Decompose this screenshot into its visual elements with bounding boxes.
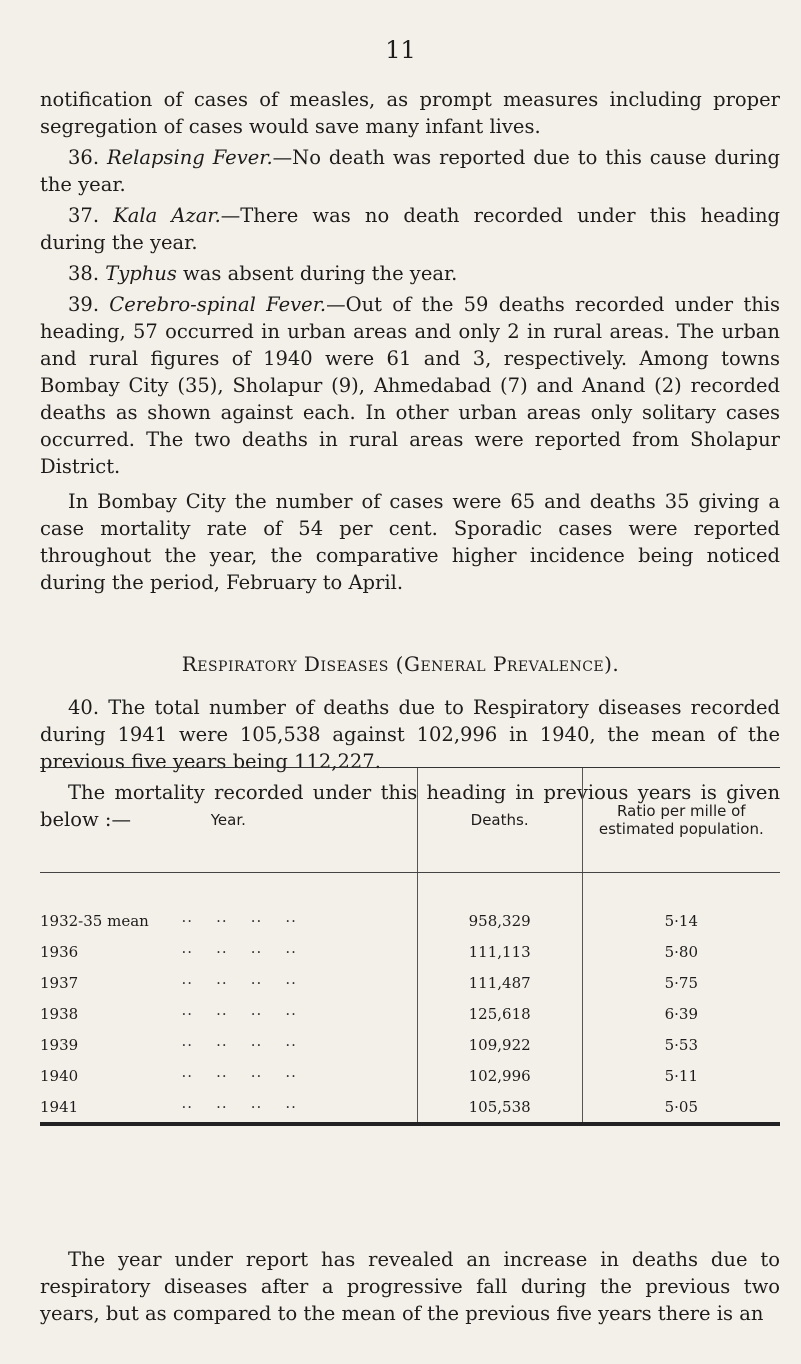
leader-dots: ·· ·· ·· ··	[170, 1005, 297, 1023]
paragraph-bombay-city: In Bombay City the number of cases were 65 and deaths 35 giving a case mortality rate of 54 per cent. Sporadic cases were reported throughout the year, the comparative higher incidence being noticed during the period, February to April.	[40, 490, 780, 594]
table-header-row	[40, 768, 780, 873]
paragraph-continuation: notification of cases of measles, as prompt measures including proper segregation of cases would save many infant lives.	[40, 88, 780, 138]
paragraph-36	[40, 144, 780, 198]
table-row	[40, 873, 780, 931]
cell-deaths: 958,329	[417, 873, 582, 931]
cell-deaths: 111,113	[417, 930, 582, 961]
cell-ratio: 5·05	[582, 1085, 780, 1124]
paragraph-number: 37.	[68, 204, 100, 227]
bottom-text-block	[40, 1246, 780, 1327]
table-row	[40, 1054, 780, 1085]
paragraph-heading: Typhus	[105, 262, 177, 285]
top-text-block	[40, 86, 780, 596]
cell-year	[40, 1085, 417, 1124]
cell-ratio: 5·11	[582, 1054, 780, 1085]
table-row	[40, 1085, 780, 1124]
cell-year	[40, 992, 417, 1023]
page-number: 11	[385, 36, 416, 64]
year-label: 1939	[40, 1036, 79, 1054]
cell-year	[40, 961, 417, 992]
cell-ratio: 5·75	[582, 961, 780, 992]
paragraph-heading: Cerebro-spinal Fever.	[109, 293, 327, 316]
cell-ratio: 5·14	[582, 873, 780, 931]
cell-deaths: 125,618	[417, 992, 582, 1023]
cell-deaths: 111,487	[417, 961, 582, 992]
paragraph-body: —Out of the 59 deaths recorded under this heading, 57 occurred in urban areas and only 2 in rural areas. The urban and rural figures of 1940 were 61 and 3, respectively. Among towns Bombay City (35), Sholapur (9), Ahmedabad (7) and Anand (2) recorded deaths as shown against each. In other urban areas only solitary cases occurred. The two deaths in rural areas were reported from Sholapur District.	[40, 293, 780, 478]
cell-year	[40, 930, 417, 961]
year-label: 1940	[40, 1067, 79, 1085]
leader-dots: ·· ·· ·· ··	[170, 974, 297, 992]
paragraph-number: 39.	[68, 293, 100, 316]
leader-dots: ·· ·· ·· ··	[170, 912, 297, 930]
paragraph-body: —There was no death recorded under this heading during the year.	[40, 204, 780, 254]
year-label: 1932-35 mean	[40, 912, 149, 930]
cell-year	[40, 873, 417, 931]
section-heading: Respiratory Diseases (General Prevalence).	[181, 652, 620, 676]
year-label: 1941	[40, 1098, 79, 1116]
year-label: 1936	[40, 943, 79, 961]
paragraph-number: 40.	[68, 696, 100, 719]
header-deaths: Deaths.	[417, 768, 582, 873]
leader-dots: ·· ·· ·· ··	[170, 943, 297, 961]
paragraph-conclusion: The year under report has revealed an increase in deaths due to respiratory diseases after a progressive fall during the previous two years, but as compared to the mean of the previous five years there is an	[40, 1248, 780, 1325]
paragraph-38	[40, 260, 780, 287]
table-row	[40, 992, 780, 1023]
cell-deaths: 109,922	[417, 1023, 582, 1054]
leader-dots: ·· ·· ·· ··	[170, 1098, 297, 1116]
leader-dots: ·· ·· ·· ··	[170, 1067, 297, 1085]
paragraph-39	[40, 291, 780, 480]
paragraph-37	[40, 202, 780, 256]
paragraph-number: 38.	[68, 262, 100, 285]
paragraph-number: 36.	[68, 146, 100, 169]
year-label: 1938	[40, 1005, 79, 1023]
leader-dots: ·· ·· ·· ··	[170, 1036, 297, 1054]
header-ratio: Ratio per mille of estimated population.	[582, 768, 780, 873]
paragraph-body: —No death was reported due to this cause during the year.	[40, 146, 780, 196]
paragraph-body: was absent during the year.	[176, 262, 458, 285]
cell-deaths: 102,996	[417, 1054, 582, 1085]
year-label: 1937	[40, 974, 79, 992]
table-row	[40, 930, 780, 961]
paragraph-heading: Relapsing Fever.	[106, 146, 273, 169]
cell-ratio: 5·53	[582, 1023, 780, 1054]
mortality-table	[40, 767, 780, 1126]
header-year: Year.	[40, 768, 417, 873]
paragraph-40	[40, 694, 780, 775]
cell-ratio: 5·80	[582, 930, 780, 961]
paragraph-body: The total number of deaths due to Respiratory diseases recorded during 1941 were 105,538 against 102,996 in 1940, the mean of the previous five years being 112,227.	[40, 696, 781, 773]
cell-year	[40, 1054, 417, 1085]
table-row	[40, 1023, 780, 1054]
table-row	[40, 961, 780, 992]
paragraph-heading: Kala Azar.	[113, 204, 221, 227]
cell-ratio: 6·39	[582, 992, 780, 1023]
paragraph-mortality-intro: The mortality recorded under this heading in previous years is given below :—	[40, 781, 780, 831]
table-body	[40, 873, 780, 1125]
cell-year	[40, 1023, 417, 1054]
cell-deaths: 105,538	[417, 1085, 582, 1124]
